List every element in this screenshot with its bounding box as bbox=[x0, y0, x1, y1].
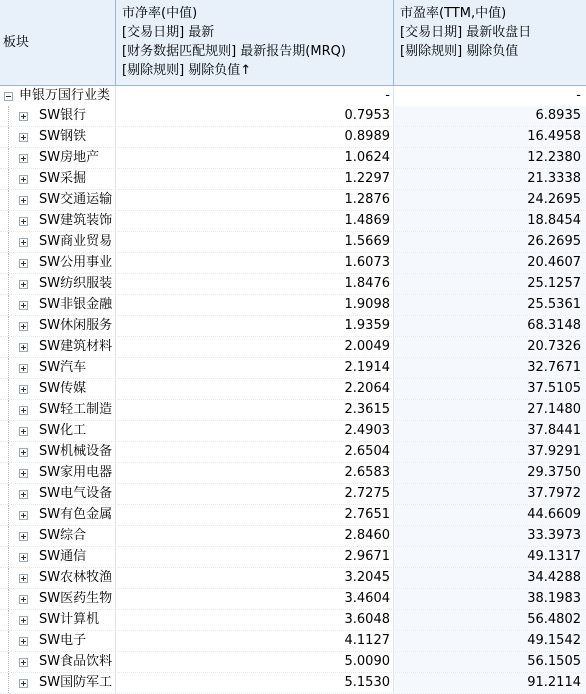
expand-toggle-icon[interactable] bbox=[19, 259, 28, 268]
pe-header-line: [交易日期] 最新收盘日 bbox=[400, 25, 532, 40]
tree-line bbox=[8, 421, 10, 441]
pb-cell: 3.2045 bbox=[116, 568, 394, 588]
sector-name: SW银行 bbox=[39, 108, 87, 123]
pb-cell: 0.8989 bbox=[116, 127, 394, 147]
table-row[interactable] bbox=[0, 106, 586, 127]
pe-header-line: 市盈率(TTM,中值) bbox=[400, 6, 507, 21]
table-row[interactable] bbox=[0, 148, 586, 169]
table-row[interactable] bbox=[0, 631, 586, 652]
sector-cell bbox=[0, 190, 116, 210]
expand-toggle-icon[interactable] bbox=[19, 112, 28, 121]
tree-line bbox=[8, 190, 10, 210]
table-row[interactable] bbox=[0, 484, 586, 505]
table-row[interactable] bbox=[0, 505, 586, 526]
expand-toggle-icon[interactable] bbox=[19, 133, 28, 142]
sector-name: SW交通运输 bbox=[39, 192, 113, 207]
table-row[interactable] bbox=[0, 652, 586, 673]
table-row[interactable] bbox=[0, 274, 586, 295]
sector-name: SW综合 bbox=[39, 528, 87, 543]
expand-toggle-icon[interactable] bbox=[19, 574, 28, 583]
pb-cell: 2.6504 bbox=[116, 442, 394, 462]
expand-toggle-icon[interactable] bbox=[19, 679, 28, 688]
pe-cell: 56.4802 bbox=[394, 610, 586, 630]
tree-line bbox=[8, 610, 10, 630]
sector-name: SW非银金融 bbox=[39, 297, 113, 312]
table-row[interactable] bbox=[0, 526, 586, 547]
pb-cell: 2.0049 bbox=[116, 337, 394, 357]
tree-line bbox=[8, 232, 10, 252]
expand-toggle-icon[interactable] bbox=[19, 238, 28, 247]
tree-line bbox=[8, 295, 10, 315]
grid-header bbox=[0, 0, 586, 86]
collapse-toggle-icon[interactable] bbox=[4, 92, 13, 101]
pe-cell: 20.4607 bbox=[394, 253, 586, 273]
pe-cell: 44.6609 bbox=[394, 505, 586, 525]
sector-name: SW农林牧渔 bbox=[39, 570, 113, 585]
expand-toggle-icon[interactable] bbox=[19, 595, 28, 604]
tree-line bbox=[8, 673, 10, 693]
table-row[interactable] bbox=[0, 400, 586, 421]
column-header-pb[interactable] bbox=[116, 0, 394, 85]
sector-cell bbox=[0, 232, 116, 252]
expand-toggle-icon[interactable] bbox=[19, 154, 28, 163]
tree-line bbox=[8, 400, 10, 420]
tree-line bbox=[8, 463, 10, 483]
sector-cell bbox=[0, 631, 116, 651]
pb-cell: 1.0624 bbox=[116, 148, 394, 168]
expand-toggle-icon[interactable] bbox=[19, 217, 28, 226]
table-row[interactable] bbox=[0, 442, 586, 463]
pb-cell: 3.6048 bbox=[116, 610, 394, 630]
sector-name: SW化工 bbox=[39, 423, 87, 438]
pb-cell: 4.1127 bbox=[116, 631, 394, 651]
pb-cell: 5.1530 bbox=[116, 673, 394, 693]
pe-cell: 56.1505 bbox=[394, 652, 586, 672]
sector-name: SW公用事业 bbox=[39, 255, 113, 270]
sector-name: SW纺织服装 bbox=[39, 276, 113, 291]
sector-cell bbox=[0, 148, 116, 168]
sector-name: SW建筑材料 bbox=[39, 339, 113, 354]
tree-line bbox=[8, 505, 10, 525]
pb-cell: 1.9359 bbox=[116, 316, 394, 336]
table-row[interactable] bbox=[0, 421, 586, 442]
column-header-pe[interactable] bbox=[394, 0, 586, 85]
table-row[interactable] bbox=[0, 337, 586, 358]
sector-name: SW国防军工 bbox=[39, 675, 113, 690]
pb-cell: 5.0090 bbox=[116, 652, 394, 672]
sector-cell bbox=[0, 316, 116, 336]
pb-header-line: [交易日期] 最新 bbox=[122, 25, 215, 40]
table-row[interactable] bbox=[0, 463, 586, 484]
table-row[interactable] bbox=[0, 253, 586, 274]
pb-cell: 1.5669 bbox=[116, 232, 394, 252]
sector-cell bbox=[0, 211, 116, 231]
sector-cell bbox=[0, 274, 116, 294]
expand-toggle-icon[interactable] bbox=[19, 364, 28, 373]
sector-cell bbox=[0, 673, 116, 693]
pb-cell: 2.4903 bbox=[116, 421, 394, 441]
sector-name: SW商业贸易 bbox=[39, 234, 113, 249]
tree-line bbox=[8, 484, 10, 504]
pe-cell: 27.1480 bbox=[394, 400, 586, 420]
sector-name: SW机械设备 bbox=[39, 444, 113, 459]
expand-toggle-icon[interactable] bbox=[19, 322, 28, 331]
sector-cell bbox=[0, 568, 116, 588]
expand-toggle-icon[interactable] bbox=[19, 448, 28, 457]
tree-line bbox=[8, 358, 10, 378]
expand-toggle-icon[interactable] bbox=[19, 196, 28, 205]
pb-cell: 2.8460 bbox=[116, 526, 394, 546]
pe-cell: 37.5105 bbox=[394, 379, 586, 399]
table-row[interactable] bbox=[0, 568, 586, 589]
pe-cell: 37.7972 bbox=[394, 484, 586, 504]
table-row[interactable] bbox=[0, 610, 586, 631]
pb-cell: 1.6073 bbox=[116, 253, 394, 273]
expand-toggle-icon[interactable] bbox=[19, 553, 28, 562]
sector-name: SW汽车 bbox=[39, 360, 87, 375]
sector-cell bbox=[0, 547, 116, 567]
pb-cell: 1.2876 bbox=[116, 190, 394, 210]
tree-line bbox=[8, 337, 10, 357]
table-row[interactable] bbox=[0, 190, 586, 211]
table-row[interactable] bbox=[0, 127, 586, 148]
pe-cell: 21.3338 bbox=[394, 169, 586, 189]
column-header-sector[interactable] bbox=[0, 0, 116, 85]
sector-cell bbox=[0, 463, 116, 483]
pe-cell: 68.3148 bbox=[394, 316, 586, 336]
sector-cell bbox=[0, 652, 116, 672]
expand-toggle-icon[interactable] bbox=[19, 175, 28, 184]
table-row[interactable] bbox=[0, 547, 586, 568]
pe-cell: 49.1317 bbox=[394, 547, 586, 567]
tree-line bbox=[8, 652, 10, 672]
sector-cell bbox=[0, 610, 116, 630]
tree-line bbox=[8, 526, 10, 546]
pb-cell: 0.7953 bbox=[116, 106, 394, 126]
pe-cell: 26.2695 bbox=[394, 232, 586, 252]
pe-cell: 25.1257 bbox=[394, 274, 586, 294]
sector-name: SW计算机 bbox=[39, 612, 100, 627]
pe-cell: 6.8935 bbox=[394, 106, 586, 126]
tree-line bbox=[8, 589, 10, 609]
sector-cell bbox=[0, 253, 116, 273]
pe-cell: 24.2695 bbox=[394, 190, 586, 210]
sector-name: SW食品饮料 bbox=[39, 654, 113, 669]
sector-cell bbox=[0, 400, 116, 420]
table-row[interactable] bbox=[0, 232, 586, 253]
tree-line bbox=[8, 253, 10, 273]
pe-cell: 20.7326 bbox=[394, 337, 586, 357]
sector-name: SW采掘 bbox=[39, 171, 87, 186]
sector-cell bbox=[0, 106, 116, 126]
pb-cell: 2.6583 bbox=[116, 463, 394, 483]
pb-cell: 2.2064 bbox=[116, 379, 394, 399]
sector-name: SW钢铁 bbox=[39, 129, 87, 144]
pb-cell: 2.7275 bbox=[116, 484, 394, 504]
pe-cell: 25.5361 bbox=[394, 295, 586, 315]
pe-cell: 32.7671 bbox=[394, 358, 586, 378]
pb-cell: 2.1914 bbox=[116, 358, 394, 378]
pe-cell: 91.2114 bbox=[394, 673, 586, 693]
sector-name: SW电子 bbox=[39, 633, 87, 648]
tree-line bbox=[8, 148, 10, 168]
sector-name: SW房地产 bbox=[39, 150, 100, 165]
expand-toggle-icon[interactable] bbox=[19, 637, 28, 646]
table-row[interactable] bbox=[0, 211, 586, 232]
sector-cell bbox=[0, 337, 116, 357]
tree-line bbox=[8, 316, 10, 336]
table-row[interactable] bbox=[0, 169, 586, 190]
sector-name: SW传媒 bbox=[39, 381, 87, 396]
expand-toggle-icon[interactable] bbox=[19, 385, 28, 394]
sector-cell bbox=[0, 379, 116, 399]
pe-cell: 49.1542 bbox=[394, 631, 586, 651]
pb-header-line: 市净率(中值) bbox=[122, 6, 198, 21]
sector-cell bbox=[0, 442, 116, 462]
sector-name: SW医药生物 bbox=[39, 591, 113, 606]
pe-cell: 29.3750 bbox=[394, 463, 586, 483]
sector-cell bbox=[0, 421, 116, 441]
root-sector-cell bbox=[0, 86, 116, 106]
sector-name: SW建筑装饰 bbox=[39, 213, 113, 228]
sector-name: SW通信 bbox=[39, 549, 87, 564]
table-row[interactable] bbox=[0, 295, 586, 316]
tree-line bbox=[8, 442, 10, 462]
column-header-sector-label: 板块 bbox=[3, 35, 30, 50]
tree-line bbox=[8, 547, 10, 567]
tree-line bbox=[8, 631, 10, 651]
pb-cell: 2.3615 bbox=[116, 400, 394, 420]
sector-name: SW休闲服务 bbox=[39, 318, 113, 333]
tree-line bbox=[8, 169, 10, 189]
table-row[interactable] bbox=[0, 316, 586, 337]
expand-toggle-icon[interactable] bbox=[19, 616, 28, 625]
pb-cell: 1.4869 bbox=[116, 211, 394, 231]
root-pb-cell: - bbox=[116, 86, 394, 106]
pb-cell: 1.2297 bbox=[116, 169, 394, 189]
tree-root-row[interactable] bbox=[0, 86, 586, 106]
table-body bbox=[0, 106, 586, 694]
expand-toggle-icon[interactable] bbox=[19, 427, 28, 436]
sector-cell bbox=[0, 484, 116, 504]
pe-cell: 18.8454 bbox=[394, 211, 586, 231]
pe-header-line: [剔除规则] 剔除负值 bbox=[400, 44, 519, 59]
expand-toggle-icon[interactable] bbox=[19, 343, 28, 352]
expand-toggle-icon[interactable] bbox=[19, 406, 28, 415]
root-pe-cell: - bbox=[576, 88, 581, 103]
pb-cell: 2.7651 bbox=[116, 505, 394, 525]
pb-cell: 1.9098 bbox=[116, 295, 394, 315]
pe-cell: 12.2380 bbox=[394, 148, 586, 168]
pb-cell: 2.9671 bbox=[116, 547, 394, 567]
sector-cell bbox=[0, 589, 116, 609]
sector-name: SW家用电器 bbox=[39, 465, 113, 480]
table-row[interactable] bbox=[0, 673, 586, 694]
pb-cell: 1.8476 bbox=[116, 274, 394, 294]
pb-header-line: [剔除规则] 剔除负值↑ bbox=[122, 63, 252, 78]
expand-toggle-icon[interactable] bbox=[19, 532, 28, 541]
pe-cell: 34.4288 bbox=[394, 568, 586, 588]
tree-line bbox=[8, 568, 10, 588]
pb-cell: 3.4604 bbox=[116, 589, 394, 609]
pe-cell: 38.1983 bbox=[394, 589, 586, 609]
expand-toggle-icon[interactable] bbox=[19, 490, 28, 499]
sector-name: SW电气设备 bbox=[39, 486, 113, 501]
pe-cell: 37.8441 bbox=[394, 421, 586, 441]
pe-cell: 33.3973 bbox=[394, 526, 586, 546]
expand-toggle-icon[interactable] bbox=[19, 301, 28, 310]
root-label: 申银万国行业类 bbox=[19, 88, 111, 103]
expand-toggle-icon[interactable] bbox=[19, 469, 28, 478]
table-row[interactable] bbox=[0, 589, 586, 610]
sector-name: SW有色金属 bbox=[39, 507, 113, 522]
sector-cell bbox=[0, 358, 116, 378]
expand-toggle-icon[interactable] bbox=[19, 511, 28, 520]
sector-cell bbox=[0, 526, 116, 546]
sector-cell bbox=[0, 295, 116, 315]
sector-cell bbox=[0, 505, 116, 525]
tree-line bbox=[8, 274, 10, 294]
sector-name: SW轻工制造 bbox=[39, 402, 113, 417]
table-row[interactable] bbox=[0, 358, 586, 379]
tree-line bbox=[8, 127, 10, 147]
expand-toggle-icon[interactable] bbox=[19, 280, 28, 289]
table-row[interactable] bbox=[0, 379, 586, 400]
sector-cell bbox=[0, 169, 116, 189]
pe-cell: 37.9291 bbox=[394, 442, 586, 462]
pe-cell: 16.4958 bbox=[394, 127, 586, 147]
sector-cell bbox=[0, 127, 116, 147]
pb-header-line: [财务数据匹配规则] 最新报告期(MRQ) bbox=[122, 44, 346, 59]
tree-line bbox=[8, 379, 10, 399]
tree-line bbox=[8, 106, 10, 126]
tree-line bbox=[8, 211, 10, 231]
